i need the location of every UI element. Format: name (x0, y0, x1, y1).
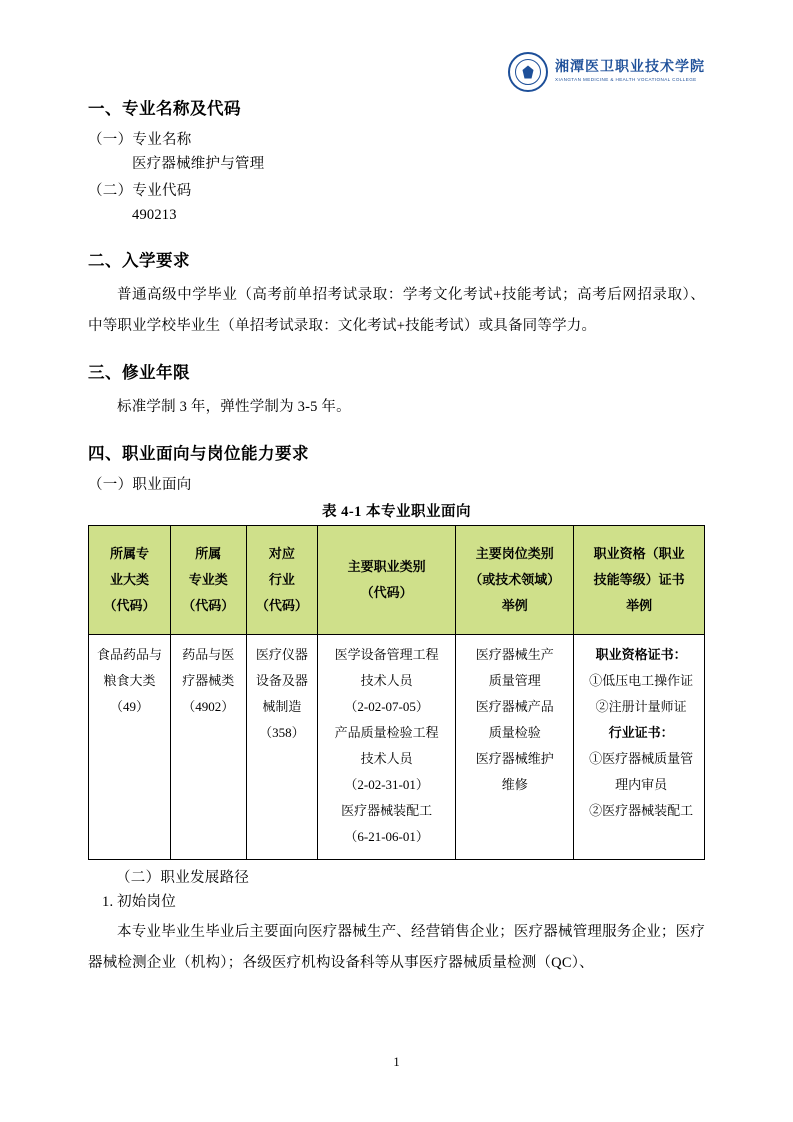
initial-position-item: 1. 初始岗位 (102, 894, 176, 910)
page-number: 1 (393, 1055, 400, 1069)
study-duration-text: 标准学制 3 年，弹性学制为 3-5 年。 (117, 399, 351, 415)
table-caption: 表 4-1 本专业职业面向 (321, 504, 472, 520)
subheading-4-2: （二）职业发展路径 (116, 870, 250, 886)
table-cell-industry: 医疗仪器 设备及器 械制造 （358） (246, 635, 317, 860)
subheading-4-1: （一）职业面向 (88, 477, 192, 493)
college-seal-icon (508, 52, 548, 92)
college-logo-text (555, 61, 705, 83)
heading-section-4: 四、职业面向与岗位能力要求 (88, 445, 309, 463)
table-cell-occupation-category: 医学设备管理工程 技术人员 （2-02-07-05） 产品质量检验工程 技术人员 （2-02-31-01） 医疗器械装配工 （6-21-06-01） (318, 635, 456, 860)
major-code-value: 490213 (132, 207, 177, 223)
table-header-cell: 对应 行业 （代码） (246, 526, 317, 635)
college-name-en: XIANGTAN MEDICINE & HEALTH VOCATIONAL COLLEGE (555, 76, 697, 82)
heading-section-1: 一、专业名称及代码 (88, 100, 241, 118)
table-header-cell: 主要职业类别 （代码） (318, 526, 456, 635)
table-cell-position-category: 医疗器械生产 质量管理 医疗器械产品 质量检验 医疗器械维护 维修 (456, 635, 574, 860)
table-cell-major-class: 药品与医 疗器械类 （4902） (170, 635, 246, 860)
table-header-cell: 职业资格（职业 技能等级）证书 举例 (574, 526, 705, 635)
document-content (88, 0, 705, 979)
college-logo (508, 52, 705, 92)
table-header-row (89, 526, 705, 635)
table-cell-major-category: 食品药品与 粮食大类 （49） (89, 635, 171, 860)
subheading-1-2: （二）专业代码 (88, 183, 192, 199)
table-header-cell: 所属 专业类 （代码） (170, 526, 246, 635)
admission-requirements-text: 普通高级中学毕业（高考前单招考试录取：学考文化考试+技能考试；高考后网招录取）、中等职业学校毕业生（单招考试录取：文化考试+技能考试）或具备同等学力。 (88, 287, 705, 334)
career-path-text: 本专业毕业生毕业后主要面向医疗器械生产、经营销售企业；医疗器械管理服务企业；医疗器械检测企业（机构）；各级医疗机构设备科等从事医疗器械质量检测（QC）、 (88, 924, 705, 971)
table-header-cell: 所属专 业大类 （代码） (89, 526, 171, 635)
heading-section-3: 三、修业年限 (88, 364, 190, 382)
table-header-cell: 主要岗位类别 （或技术领域） 举例 (456, 526, 574, 635)
career-orientation-table (88, 525, 705, 860)
table-row (89, 635, 705, 860)
major-name-value: 医疗器械维护与管理 (132, 156, 265, 172)
table-cell-certificates: 职业资格证书： ①低压电工操作证 ②注册计量师证 行业证书： ①医疗器械质量管 理内审员 ②医疗器械装配工 (574, 635, 705, 860)
heading-section-2: 二、入学要求 (88, 252, 190, 270)
subheading-1-1: （一）专业名称 (88, 132, 192, 148)
college-name-cn: 湘潭医卫职业技术学院 (555, 60, 705, 76)
